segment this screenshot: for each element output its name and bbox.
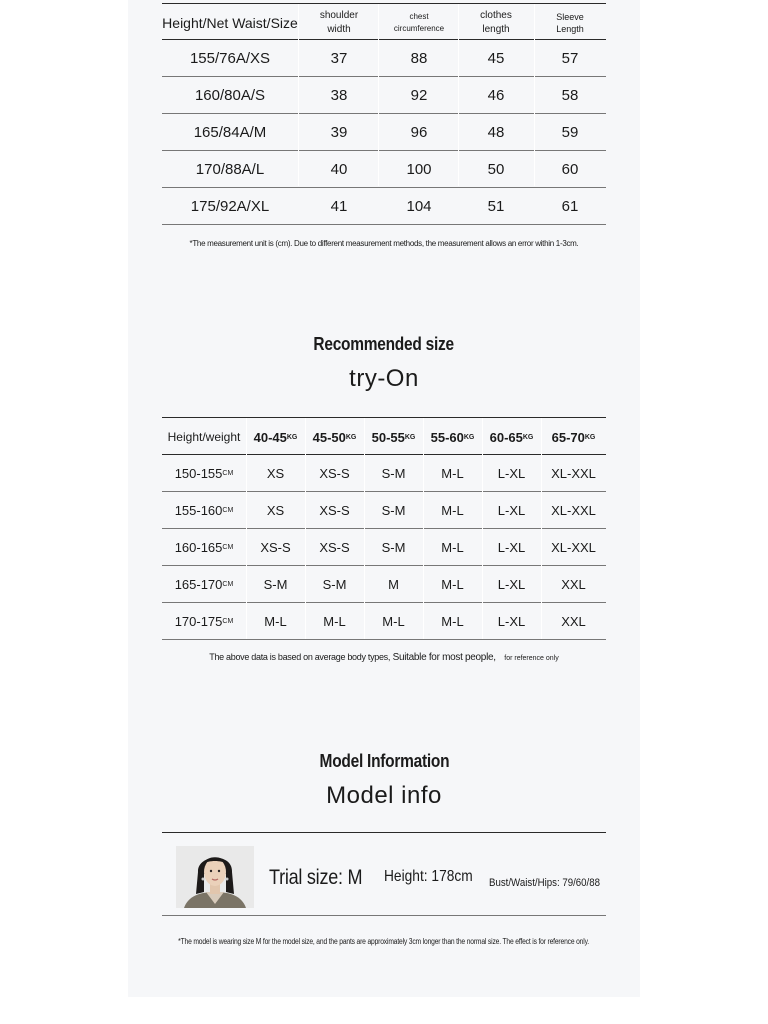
rec-note-c: for reference only xyxy=(504,655,559,662)
size-chart-col-separator xyxy=(458,4,459,186)
rec-size-cell: XL-XXL xyxy=(551,466,596,481)
size-chart-size-cell: 160/80A/S xyxy=(194,87,266,104)
size-chart-value-cell: 48 xyxy=(487,124,505,141)
table-top-rule xyxy=(162,3,606,4)
rec-col-separator xyxy=(364,418,365,639)
model-information-title: Model Information xyxy=(319,751,449,771)
header-line: chest xyxy=(409,12,429,21)
size-chart-value-cell: 96 xyxy=(410,124,428,141)
size-chart-value-cell: 50 xyxy=(487,161,505,178)
header-line: Sleeve xyxy=(556,12,584,22)
header-line: length xyxy=(482,24,510,35)
rec-weight-range: 60-65 xyxy=(489,429,523,445)
rec-size-cell: M-L xyxy=(441,577,464,592)
rec-weight-header xyxy=(541,419,606,455)
product-detail-sheet xyxy=(128,0,640,997)
rec-size-cell: S-M xyxy=(381,503,406,518)
model-measurements-wrap xyxy=(489,873,629,891)
size-chart-value-cell: 57 xyxy=(561,50,579,67)
size-chart-size-cell: 175/92A/XL xyxy=(190,198,270,215)
model-note-wrap xyxy=(128,931,640,949)
try-on-subtitle: try-On xyxy=(349,365,419,392)
rec-col-separator xyxy=(246,418,247,639)
rec-size-cell: XXL xyxy=(561,577,586,592)
rec-col-separator xyxy=(541,418,542,639)
model-note: *The model is wearing size M for the model size, and the pants are approximately 3cm longer than the normal size. The effect is for reference only. xyxy=(178,937,590,946)
weight-unit: KG xyxy=(345,433,357,441)
trial-size-wrap xyxy=(269,866,379,890)
rec-size-cell: M xyxy=(388,577,399,592)
rec-height-label xyxy=(162,566,246,603)
model-measurements: Bust/Waist/Hips: 79/60/88 xyxy=(489,877,601,889)
rec-size-cell: L-XL xyxy=(497,577,526,592)
size-chart-size-cell: 170/88A/L xyxy=(195,161,265,178)
weight-unit: KG xyxy=(463,433,475,441)
rec-size-cell: XS xyxy=(266,503,285,518)
weight-unit: KG xyxy=(404,433,416,441)
rec-size-cell: XS-S xyxy=(319,466,350,481)
model-photo xyxy=(176,846,254,908)
rec-height-label xyxy=(162,603,246,640)
rec-size-cell: M-L xyxy=(382,614,405,629)
trial-size: Trial size: M xyxy=(269,866,363,889)
rec-height-label xyxy=(162,455,246,492)
size-chart-size-cell: 155/76A/XS xyxy=(189,50,271,67)
rec-height-range: 150-155 xyxy=(174,466,223,481)
rec-size-cell: L-XL xyxy=(497,614,526,629)
size-chart-value-cell: 45 xyxy=(487,50,505,67)
rec-weight-header xyxy=(305,419,364,455)
height-unit: CM xyxy=(222,581,234,588)
rec-size-cell: L-XL xyxy=(497,503,526,518)
rec-weight-range: 55-60 xyxy=(430,429,464,445)
weight-unit: KG xyxy=(522,433,534,441)
rec-size-cell: XS-S xyxy=(319,540,350,555)
rec-weight-header xyxy=(423,419,482,455)
measurement-note: *The measurement unit is (cm). Due to different measurement methods, the measurement allows an error within 1-3cm. xyxy=(189,239,579,248)
height-unit: CM xyxy=(222,470,234,477)
size-chart-value-cell: 37 xyxy=(330,50,348,67)
rec-note xyxy=(128,652,640,663)
rec-size-cell: M-L xyxy=(441,466,464,481)
size-chart-value-cell: 60 xyxy=(561,161,579,178)
header-sleeve-length-text xyxy=(556,11,584,35)
rec-size-cell: M-L xyxy=(441,614,464,629)
rec-weight-header xyxy=(482,419,541,455)
rec-height-label xyxy=(162,492,246,529)
recommended-title-wrap xyxy=(128,334,640,355)
rec-col-separator xyxy=(423,418,424,639)
rec-size-cell: M-L xyxy=(441,503,464,518)
height-unit: CM xyxy=(222,618,234,625)
header-sleeve-length xyxy=(534,6,606,40)
header-line: Length xyxy=(556,24,584,34)
size-chart-col-separator xyxy=(378,4,379,186)
rec-note-b: Suitable for most people, xyxy=(392,652,496,663)
rec-size-cell: M-L xyxy=(323,614,346,629)
rec-height-label xyxy=(162,529,246,566)
size-chart-value-cell: 46 xyxy=(487,87,505,104)
header-shoulder-width-text xyxy=(320,9,358,37)
rec-col-separator xyxy=(482,418,483,639)
rec-size-cell: S-M xyxy=(322,577,347,592)
size-chart-value-cell: 39 xyxy=(330,124,348,141)
rec-size-cell: XS-S xyxy=(319,503,350,518)
size-chart-col-separator xyxy=(534,4,535,186)
size-chart-value-cell: 59 xyxy=(561,124,579,141)
header-shoulder-width xyxy=(300,6,378,40)
rec-weight-header xyxy=(364,419,423,455)
rec-size-cell: M-L xyxy=(264,614,287,629)
height-unit: CM xyxy=(222,507,234,514)
header-clothes-length-text xyxy=(480,9,512,37)
weight-unit: KG xyxy=(286,433,298,441)
rec-height-range: 155-160 xyxy=(174,503,223,518)
rec-size-cell: S-M xyxy=(381,466,406,481)
rec-size-cell: L-XL xyxy=(497,540,526,555)
rec-note-a: The above data is based on average body types, xyxy=(209,652,391,662)
rec-size-cell: S-M xyxy=(263,577,288,592)
model-height: Height: 178cm xyxy=(384,868,473,885)
rec-col-separator xyxy=(305,418,306,639)
header-line: circumference xyxy=(393,24,445,33)
header-height-waist-size: Height/Net Waist/Size xyxy=(162,15,298,31)
model-top-rule xyxy=(162,832,606,833)
header-line: shoulder xyxy=(319,10,359,21)
size-chart-col-separator xyxy=(298,4,299,186)
size-chart-value-cell: 61 xyxy=(561,198,579,215)
rec-size-cell: L-XL xyxy=(497,466,526,481)
model-height-wrap xyxy=(384,868,494,886)
header-line: width xyxy=(327,24,351,35)
model-bottom-rule xyxy=(162,915,606,916)
model-portrait-icon xyxy=(176,846,254,908)
rec-weight-range: 65-70 xyxy=(551,429,585,445)
height-unit: CM xyxy=(222,544,234,551)
rec-size-cell: XL-XXL xyxy=(551,540,596,555)
rec-weight-header xyxy=(246,419,305,455)
size-chart-value-cell: 88 xyxy=(410,50,428,67)
rec-height-range: 160-165 xyxy=(174,540,223,555)
model-info-subtitle: Model info xyxy=(326,782,442,809)
size-chart-value-cell: 40 xyxy=(330,161,348,178)
rec-table-top-rule xyxy=(162,417,606,418)
size-chart-row-rule xyxy=(162,224,606,225)
size-chart-value-cell: 100 xyxy=(406,161,432,178)
rec-height-range: 165-170 xyxy=(174,577,223,592)
size-chart-size-cell: 165/84A/M xyxy=(193,124,267,141)
header-chest-circumference xyxy=(380,6,458,40)
header-clothes-length xyxy=(458,6,534,40)
rec-size-cell: S-M xyxy=(381,540,406,555)
size-chart-value-cell: 92 xyxy=(410,87,428,104)
rec-weight-range: 45-50 xyxy=(312,429,346,445)
size-chart-value-cell: 38 xyxy=(330,87,348,104)
model-title-wrap xyxy=(128,751,640,772)
rec-size-cell: XL-XXL xyxy=(551,503,596,518)
rec-size-cell: XXL xyxy=(561,614,586,629)
rec-corner-header: Height/weight xyxy=(167,430,241,444)
rec-size-cell: M-L xyxy=(441,540,464,555)
size-chart-value-cell: 51 xyxy=(487,198,505,215)
rec-size-cell: XS xyxy=(266,466,285,481)
rec-weight-range: 40-45 xyxy=(253,429,287,445)
header-chest-circumference-text xyxy=(394,11,444,35)
header-line: clothes xyxy=(480,10,512,21)
rec-weight-range: 50-55 xyxy=(371,429,405,445)
size-chart-value-cell: 58 xyxy=(561,87,579,104)
size-chart-value-cell: 104 xyxy=(406,198,432,215)
rec-row-rule xyxy=(162,639,606,640)
rec-size-cell: XS-S xyxy=(260,540,291,555)
rec-height-range: 170-175 xyxy=(174,614,223,629)
size-chart-value-cell: 41 xyxy=(330,198,348,215)
recommended-size-title: Recommended size xyxy=(313,334,455,354)
weight-unit: KG xyxy=(584,433,596,441)
